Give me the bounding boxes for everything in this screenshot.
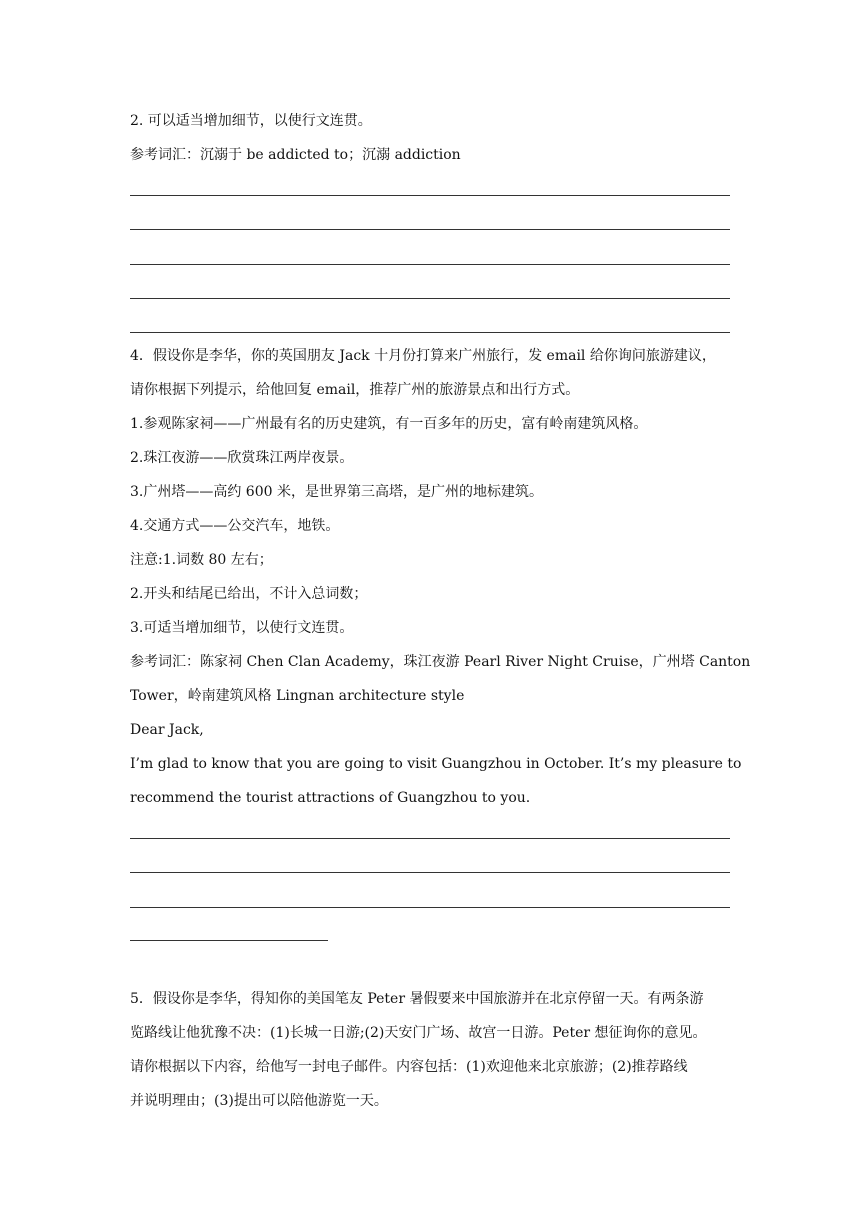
q4-point-3: 3.广州塔——高约 600 米，是世界第三高塔，是广州的地标建筑。 <box>130 484 543 500</box>
vocab-hint: 参考词汇：沉溺于 be addicted to；沉溺 addiction <box>130 147 461 163</box>
answer-line <box>130 298 730 299</box>
q4-vocab-line2: Tower，岭南建筑风格 Lingnan architecture style <box>130 688 465 704</box>
q4-greeting: Dear Jack, <box>130 722 204 738</box>
q4-prompt-line1: 4．假设你是李华，你的英国朋友 Jack 十月份打算来广州旅行，发 email 给你询问旅游建议， <box>130 348 716 364</box>
note-2: 2. 可以适当增加细节，以使行文连贯。 <box>130 113 372 129</box>
q4-note-2: 2.开头和结尾已给出，不计入总词数； <box>130 586 368 602</box>
answer-line <box>130 229 730 230</box>
answer-line <box>130 332 730 333</box>
answer-line <box>130 872 730 873</box>
q4-opening-line1: I’m glad to know that you are going to visit Guangzhou in October. It’s my pleasure to <box>130 756 742 772</box>
q4-note-1: 注意:1.词数 80 左右； <box>130 552 273 568</box>
q4-vocab-line1: 参考词汇：陈家祠 Chen Clan Academy，珠江夜游 Pearl River Night Cruise，广州塔 Canton <box>130 654 751 670</box>
answer-line <box>130 838 730 839</box>
answer-line <box>130 195 730 196</box>
answer-line <box>130 907 730 908</box>
q5-line1: 5．假设你是李华，得知你的美国笔友 Peter 暑假要来中国旅游并在北京停留一天。有两条游 <box>130 991 704 1007</box>
answer-line <box>130 940 328 941</box>
q4-point-2: 2.珠江夜游——欣赏珠江两岸夜景。 <box>130 450 354 466</box>
q4-opening-line2: recommend the tourist attractions of Guangzhou to you. <box>130 790 531 806</box>
q5-line3: 请你根据以下内容，给他写一封电子邮件。内容包括：(1)欢迎他来北京旅游；(2)推荐路线 <box>130 1059 688 1075</box>
q4-point-1: 1.参观陈家祠——广州最有名的历史建筑，有一百多年的历史，富有岭南建筑风格。 <box>130 416 648 432</box>
answer-line <box>130 264 730 265</box>
q4-note-3: 3.可适当增加细节，以使行文连贯。 <box>130 620 354 636</box>
q5-line4: 并说明理由；(3)提出可以陪他游览一天。 <box>130 1093 388 1109</box>
q4-point-4: 4.交通方式——公交汽车，地铁。 <box>130 518 340 534</box>
q5-line2: 览路线让他犹豫不决：(1)长城一日游;(2)天安门广场、故宫一日游。Peter 想征询你的意见。 <box>130 1025 707 1041</box>
q4-prompt-line2: 请你根据下列提示，给他回复 email，推荐广州的旅游景点和出行方式。 <box>130 382 580 398</box>
